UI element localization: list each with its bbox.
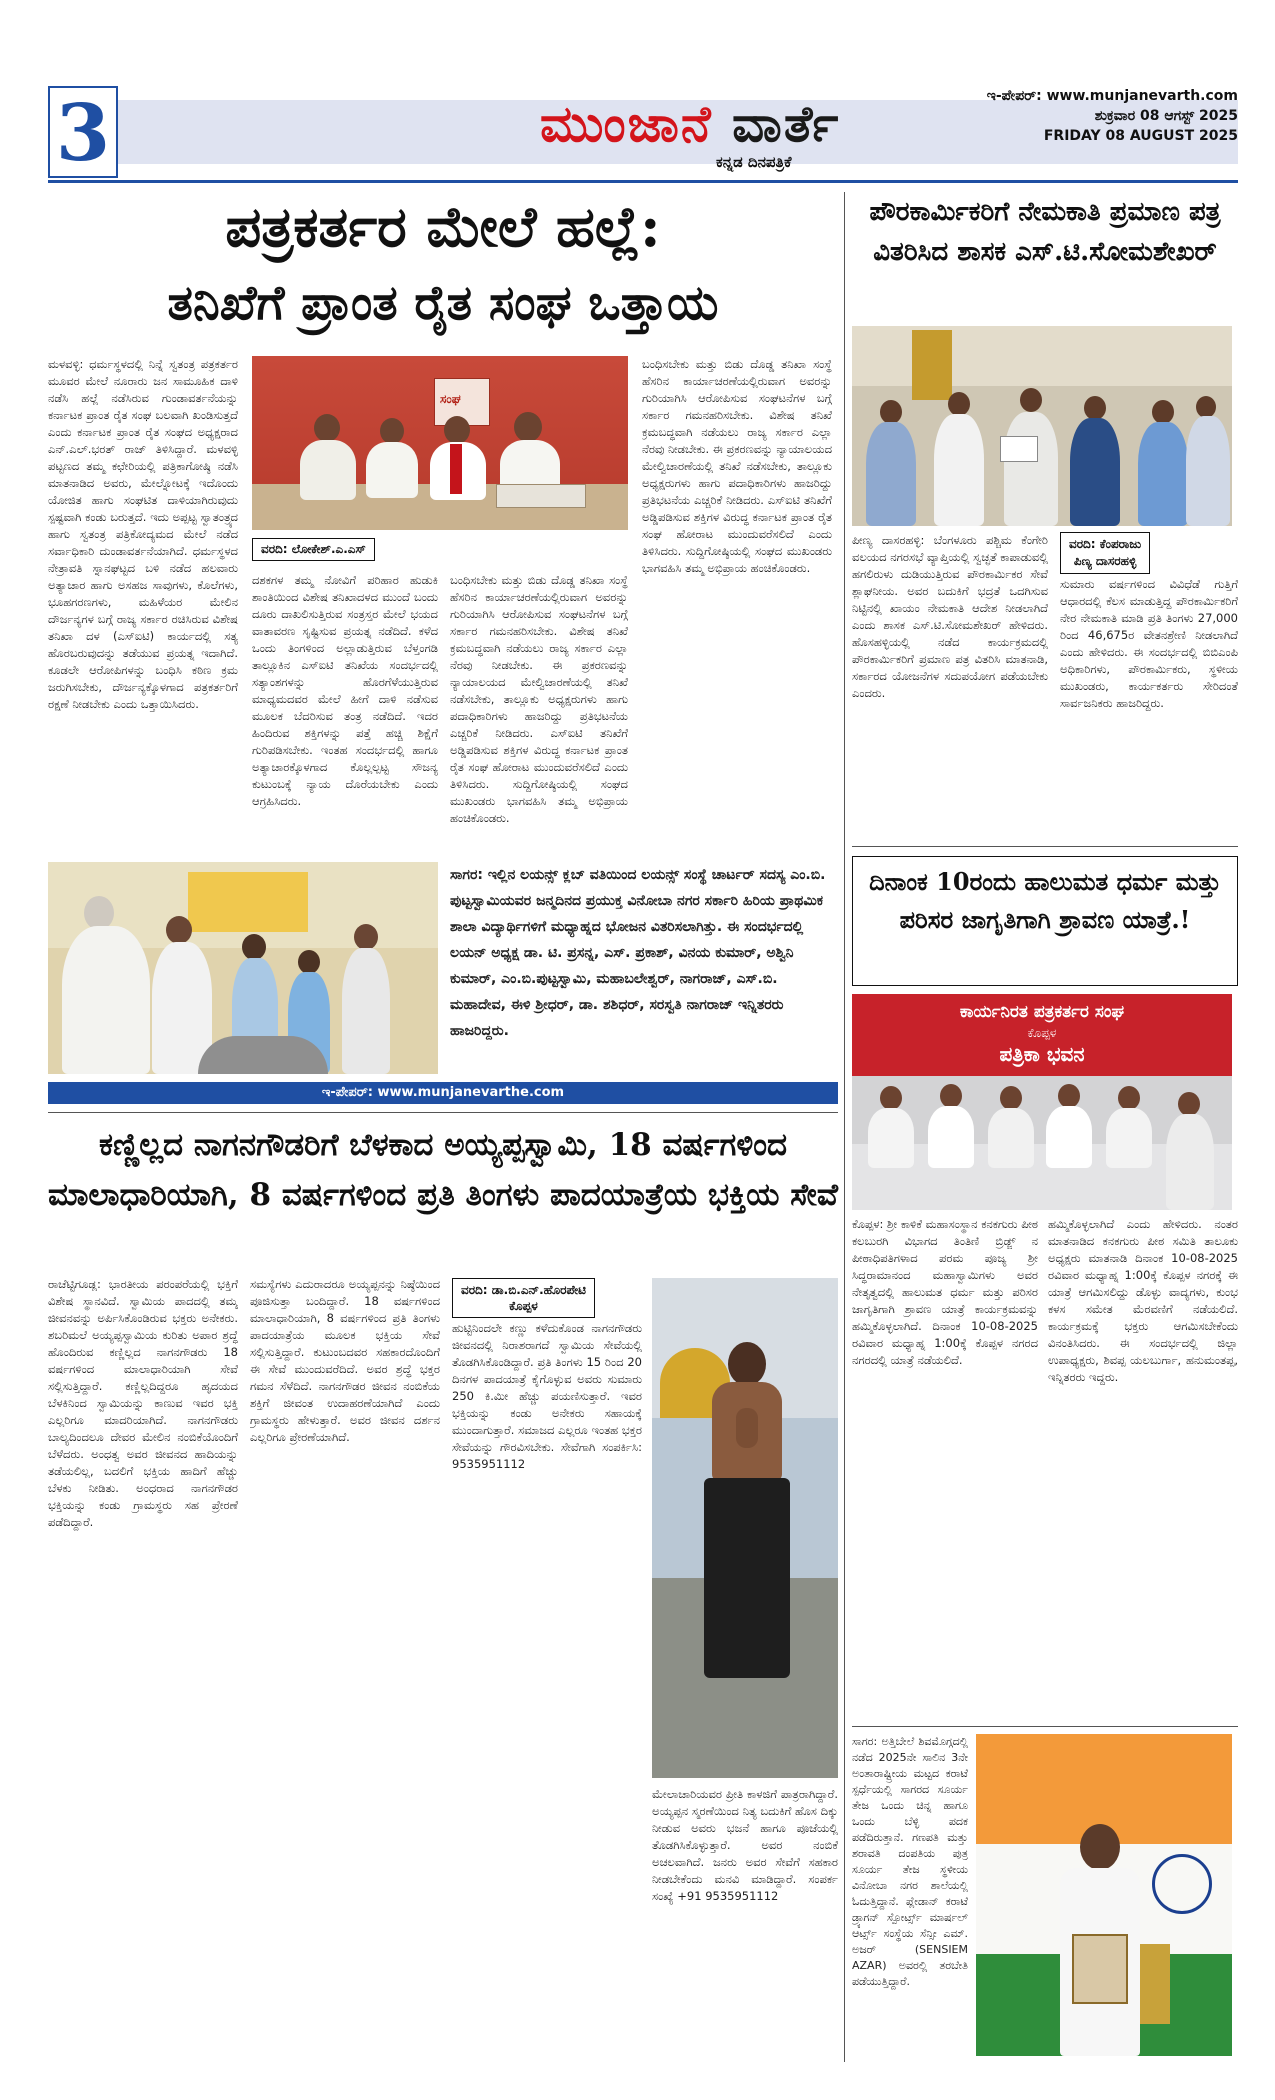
story3-headline-box xyxy=(852,856,1238,986)
tagline: ಕನ್ನಡ ದಿನಪತ್ರಿಕೆ xyxy=(716,153,792,171)
story2-byline-reporter: ವರದಿ: ಕೆಂಪರಾಜು xyxy=(1069,537,1142,551)
epaper-link[interactable]: ಇ-ಪೇಪರ್: www.munjanevarth.com xyxy=(986,88,1238,104)
masthead xyxy=(48,86,1238,178)
story1-column-4: ಬಂಧಿಸಬೇಕು ಮತ್ತು ಬಿಡು ದೊಡ್ಡ ತನಿಖಾ ಸಂಸ್ಥೆ ಹೆಸರಿನ ಕಾರ್ಯಾಚರಣೆಯಲ್ಲಿರುವಾಗ ಅವರನ್ನು ಗುರಿಯಾಗಿಸಿ ಆರೋಪಿಸುವ ಸಂಘಟನೆಗಳ ಬಗ್ಗೆ ಸರ್ಕಾರ ಗಮನಹರಿಸಬೇಕು. ವಿಶೇಷ ತನಿಖೆ ಕ್ರಮಬದ್ಧವಾಗಿ ನಡೆಯಲು ರಾಜ್ಯ ಸರ್ಕಾರ ಎಲ್ಲಾ ನೆರವು ನೀಡಬೇಕು. ಈ ಪ್ರಕರಣವನ್ನು ನ್ಯಾಯಾಲಯದ ಮೇಲ್ವಿಚಾರಣೆಯಲ್ಲಿ ತನಿಖೆ ನಡೆಸಬೇಕು, ತಾಲ್ಲೂಕು ಅಧ್ಯಕ್ಷರುಗಳು ಹಾಗು ಪದಾಧಿಕಾರಿಗಳು ಹಾಜರಿದ್ದು ಪ್ರತಿಭಟನೆಯ ಎಚ್ಚರಿಕೆ ನೀಡಿದರು. ಎಸ್ಐಟಿ ತನಿಖೆಗೆ ಅಡ್ಡಿಪಡಿಸುವ ಶಕ್ತಿಗಳ ವಿರುದ್ಧ ಕರ್ನಾಟಕ ಪ್ರಾಂತ ರೈತ ಸಂಘ ಹೋರಾಟ ಮುಂದುವರೆಸಲಿದೆ ಎಂದು ತಿಳಿಸಿದರು. ಸುದ್ದಿಗೋಷ್ಠಿಯಲ್ಲಿ ಸಂಘದ ಮುಖಂಡರು ಭಾಗವಹಿಸಿ ತಮ್ಮ ಅಭಿಪ್ರಾಯ ಹಂಚಿಕೊಂಡರು. xyxy=(642,357,832,575)
story4-headline: ಕಣ್ಣಿಲ್ಲದ ನಾಗನಗೌಡರಿಗೆ ಬೆಳಕಾದ ಅಯ್ಯಪ್ಪಸ್ವಾಮಿ, 18 ವರ್ಷಗಳಿಂದ ಮಾಲಾಧಾರಿಯಾಗಿ, 8 ವರ್ಷಗಳಿಂದ ಪ್ರತಿ ತಿಂಗಳು ಪಾದಯಾತ್ರೆಯ ಭಕ್ತಿಯ ಸೇವೆ xyxy=(48,1127,839,1213)
banner-sub: ಕೊಪ್ಪಳ xyxy=(1027,1026,1057,1040)
epaper-strip[interactable] xyxy=(48,1082,838,1104)
story3-headline: ದಿನಾಂಕ 10ರಂದು ಹಾಲುಮತ ಧರ್ಮ ಮತ್ತು ಪರಿಸರ ಜಾಗೃತಿಗಾಗಿ ಶ್ರಾವಣ ಯಾತ್ರೆ.! xyxy=(869,867,1221,934)
story1-headline-line1: ಪತ್ರಕರ್ತರ ಮೇಲೆ ಹಲ್ಲೆ: xyxy=(225,194,661,260)
story2-byline xyxy=(1060,532,1150,574)
lions-lunch-photo xyxy=(48,862,438,1074)
date-english: FRIDAY 08 AUGUST 2025 xyxy=(1043,128,1238,144)
banner-text: ಕಾರ್ಯನಿರತ ಪತ್ರಕರ್ತರ ಸಂಘ xyxy=(959,1002,1125,1022)
story1-column-2: ದಶಕಗಳ ತಮ್ಮ ನೋವಿಗೆ ಪರಿಹಾರ ಹುಡುಕಿ ಶಾಂತಿಯಿಂದ ವಿಶೇಷ ತನಿಖಾದಳದ ಮುಂದೆ ಬಂದು ದೂರು ದಾಖಲಿಸುತ್ತಿರುವ ಸಂತ್ರಸ್ತರ ಮೇಲೆ ಭಯದ ವಾತಾವರಣ ಸೃಷ್ಟಿಸುವ ಪ್ರಯತ್ನ ನಡೆದಿದೆ. ಕಳೆದ ಒಂದು ತಿಂಗಳಿಂದ ಅಲ್ಲಾಡುತ್ತಿರುವ ಬೆಳ್ತಂಗಡಿ ತಾಲ್ಲೂಕಿನ ಎಸ್ಐಟಿ ತನಿಖೆಯ ಸಂದರ್ಭದಲ್ಲಿ ಸತ್ಯಾಂಶಗಳನ್ನು ಹೊರಗೆಳೆಯುತ್ತಿರುವ ಮಾಧ್ಯಮದವರ ಮೇಲೆ ಹೀಗೆ ದಾಳಿ ನಡೆಸುವ ಮೂಲಕ ಬೆದರಿಸುವ ತಂತ್ರ ನಡೆದಿದೆ. ಇದರ ಹಿಂದಿರುವ ಶಕ್ತಿಗಳನ್ನು ಪತ್ತೆ ಹಚ್ಚಿ ಶಿಕ್ಷೆಗೆ ಗುರಿಪಡಿಸಬೇಕು. ಇಂತಹ ಸಂದರ್ಭದಲ್ಲಿ ಹಾಗೂ ಅತ್ಯಾಚಾರಕ್ಕೊಳಗಾದ ಕೊಲ್ಲಲ್ಪಟ್ಟ ಸೌಜನ್ಯ ಕುಟುಂಬಕ್ಕೆ ನ್ಯಾಯ ದೊರೆಯಬೇಕು ಎಂದು ಆಗ್ರಹಿಸಿದರು. xyxy=(252,573,438,808)
newspaper-title xyxy=(540,94,840,154)
photo-sign-text: ಸಂಘ xyxy=(440,392,461,406)
masthead-rule xyxy=(48,180,1238,183)
story1-byline: ವರದಿ: ಲೋಕೇಶ್.ಎ.ಎಸ್ xyxy=(252,538,375,561)
story4-column-2: ಸಮಸ್ಯೆಗಳು ಎದುರಾದರೂ ಅಯ್ಯಪ್ಪನನ್ನು ನಿಷ್ಠೆಯಿಂದ ಪೂಜಿಸುತ್ತಾ ಬಂದಿದ್ದಾರೆ. 18 ವರ್ಷಗಳಿಂದ ಮಾಲಾಧಾರಿಯಾಗಿ, 8 ವರ್ಷಗಳಿಂದ ಪ್ರತಿ ತಿಂಗಳು ಪಾದಯಾತ್ರೆಯ ಮೂಲಕ ಭಕ್ತಿಯ ಸೇವೆ ಸಲ್ಲಿಸುತ್ತಿದ್ದಾರೆ. ಕುಟುಂಬದವರ ಸಹಕಾರದೊಂದಿಗೆ ಈ ಸೇವೆ ಮುಂದುವರೆದಿದೆ. ಅವರ ಶ್ರದ್ಧೆ ಭಕ್ತರ ಗಮನ ಸೆಳೆದಿದೆ. ನಾಗನಗೌಡರ ಜೀವನ ನಂಬಿಕೆಯ ಶಕ್ತಿಗೆ ಜೀವಂತ ಉದಾಹರಣೆಯಾಗಿದೆ ಎಂದು ಗ್ರಾಮಸ್ಥರು ಹೇಳುತ್ತಾರೆ. ಅವರ ಜೀವನ ದರ್ಶನ ಎಲ್ಲರಿಗೂ ಪ್ರೇರಣೆಯಾಗಿದೆ. xyxy=(250,1277,440,1444)
story3-column-2: ಹಮ್ಮಿಕೊಳ್ಳಲಾಗಿದೆ ಎಂದು ಹೇಳಿದರು. ನಂತರ ಮಾತನಾಡಿದ ಕನಕಗುರು ಪೀಠ ಸಮಿತಿ ತಾಲೂಕು ಅಧ್ಯಕ್ಷರು ಮಾತನಾಡಿ ದಿನಾಂಕ 10-08-2025 ರವಿವಾರ ಮಧ್ಯಾಹ್ನ 1:00ಕ್ಕೆ ಕೊಪ್ಪಳ ನಗರಕ್ಕೆ ಈ ಯಾತ್ರೆ ಆಗಮಿಸಲಿದ್ದು ಡೊಳ್ಳು ವಾದ್ಯಗಳು, ಕುಂಭ ಕಳಸ ಸಮೇತ ಮೆರವಣಿಗೆ ನಡೆಯಲಿದೆ. ಕಾರ್ಯಕ್ರಮಕ್ಕೆ ಭಕ್ತರು ಆಗಮಿಸಬೇಕೆಂದು ವಿನಂತಿಸಿದರು. ಈ ಸಂದರ್ಭದಲ್ಲಿ ಜಿಲ್ಲಾ ಉಪಾಧ್ಯಕ್ಷರು, ಶಿವಪ್ಪ ಯಲಬುರ್ಗಾ, ಹನುಮಂತಪ್ಪ, ಇನ್ನಿತರರು ಇದ್ದರು. xyxy=(1048,1217,1238,1384)
story2-byline-place: ಪಿಣ್ಯ ದಾಸರಹಳ್ಳಿ xyxy=(1073,554,1137,568)
story3-column-1: ಕೊಪ್ಪಳ: ಶ್ರೀ ಕಾಳಿಕೆ ಮಹಾಸಂಸ್ಥಾನ ಕನಕಗುರು ಪೀಠ ಕಲಬುರಗಿ ವಿಭಾಗದ ತಿಂತಿಣಿ ಬ್ರಿಡ್ಜ್ ನ ಪೀಠಾಧಿಪತಿಗಳಾದ ಪರಮ ಪೂಜ್ಯ ಶ್ರೀ ಸಿದ್ಧರಾಮಾನಂದ ಮಹಾಸ್ವಾಮಿಗಳು ಅವರ ನೇತೃತ್ವದಲ್ಲಿ ಹಾಲುಮತ ಧರ್ಮ ಮತ್ತು ಪರಿಸರ ಜಾಗೃತಿಗಾಗಿ ಶ್ರಾವಣ ಯಾತ್ರೆ ಕಾರ್ಯಕ್ರಮವನ್ನು ಹಮ್ಮಿಕೊಳ್ಳಲಾಗಿದೆ. ದಿನಾಂಕ 10-08-2025 ರವಿವಾರ ಮಧ್ಯಾಹ್ನ 1:00ಕ್ಕೆ ಕೊಪ್ಪಳ ನಗರದ ನಗರದಲ್ಲಿ ಯಾತ್ರೆ ನಡೆಯಲಿದೆ. xyxy=(852,1217,1038,1367)
lions-text: ಸಾಗರ: ಇಲ್ಲಿನ ಲಯನ್ಸ್ ಕ್ಲಬ್ ವತಿಯಿಂದ ಲಯನ್ಸ್ ಸಂಸ್ಥೆ ಚಾರ್ಟರ್ ಸದಸ್ಯ ಎಂ.ಬಿ. ಪುಟ್ಟಸ್ವಾಮಿಯವರ ಜನ್ಮದಿನದ ಪ್ರಯುಕ್ತ ವಿನೋಬಾ ನಗರ ಸರ್ಕಾರಿ ಹಿರಿಯ ಪ್ರಾಥಮಿಕ ಶಾಲಾ ವಿದ್ಯಾರ್ಥಿಗಳಿಗೆ ಮಧ್ಯಾಹ್ನದ ಭೋಜನ ವಿತರಿಸಲಾಗಿತ್ತು. ಈ ಸಂದರ್ಭದಲ್ಲಿ ಲಯನ್ ಅಧ್ಯಕ್ಷ ಡಾ. ಟಿ. ಪ್ರಸನ್ನ, ಎಸ್. ಪ್ರಕಾಶ್, ವಿನಯ ಕುಮಾರ್, ಅಶ್ವಿನಿ ಕುಮಾರ್, ಎಂ.ಬಿ.ಪುಟ್ಟಸ್ವಾಮಿ, ಮಹಾಬಲೇಶ್ವರ್, ನಾಗರಾಜ್, ಎಸ್.ಬಿ. ಮಹಾದೇವ, ಈಳಿ ಶ್ರೀಧರ್, ಡಾ. ಶಶಿಧರ್, ಸರಸ್ವತಿ ನಾಗರಾಜ್ ಇನ್ನಿತರರು ಹಾಜರಿದ್ದರು. xyxy=(450,867,826,1039)
story4-column-4: ಮೇಲಾಚಾರಿಯವರ ಪ್ರೀತಿ ಕಾಳಜಿಗೆ ಪಾತ್ರರಾಗಿದ್ದಾರೆ. ಅಯ್ಯಪ್ಪನ ಸ್ಮರಣೆಯಿಂದ ನಿತ್ಯ ಬದುಕಿಗೆ ಹೊಸ ದಿಕ್ಕು ನೀಡುವ ಅವರು ಭಜನೆ ಹಾಗೂ ಪೂಜೆಯಲ್ಲಿ ತೊಡಗಿಸಿಕೊಳ್ಳುತ್ತಾರೆ. ಅವರ ನಂಬಿಕೆ ಅಚಲವಾಗಿದೆ. ಜನರು ಅವರ ಸೇವೆಗೆ ಸಹಕಾರ ನೀಡಬೇಕೆಂದು ಮನವಿ ಮಾಡಿದ್ದಾರೆ. ಸಂಪರ್ಕ ಸಂಖ್ಯೆ +91 9535951112 xyxy=(652,1787,838,1903)
story1-column-3: ಬಂಧಿಸಬೇಕು ಮತ್ತು ಬಿಡು ದೊಡ್ಡ ತನಿಖಾ ಸಂಸ್ಥೆ ಹೆಸರಿನ ಕಾರ್ಯಾಚರಣೆಯಲ್ಲಿರುವಾಗ ಅವರನ್ನು ಗುರಿಯಾಗಿಸಿ ಆರೋಪಿಸುವ ಸಂಘಟನೆಗಳ ಬಗ್ಗೆ ಸರ್ಕಾರ ಗಮನಹರಿಸಬೇಕು. ವಿಶೇಷ ತನಿಖೆ ಕ್ರಮಬದ್ಧವಾಗಿ ನಡೆಯಲು ರಾಜ್ಯ ಸರ್ಕಾರ ಎಲ್ಲಾ ನೆರವು ನೀಡಬೇಕು. ಈ ಪ್ರಕರಣವನ್ನು ನ್ಯಾಯಾಲಯದ ಮೇಲ್ವಿಚಾರಣೆಯಲ್ಲಿ ತನಿಖೆ ನಡೆಸಬೇಕು, ತಾಲ್ಲೂಕು ಅಧ್ಯಕ್ಷರುಗಳು ಹಾಗು ಪದಾಧಿಕಾರಿಗಳು ಹಾಜರಿದ್ದು ಪ್ರತಿಭಟನೆಯ ಎಚ್ಚರಿಕೆ ನೀಡಿದರು. ಎಸ್ಐಟಿ ತನಿಖೆಗೆ ಅಡ್ಡಿಪಡಿಸುವ ಶಕ್ತಿಗಳ ವಿರುದ್ಧ ಕರ್ನಾಟಕ ಪ್ರಾಂತ ರೈತ ಸಂಘ ಹೋರಾಟ ಮುಂದುವರೆಸಲಿದೆ ಎಂದು ತಿಳಿಸಿದರು. ಸುದ್ದಿಗೋಷ್ಠಿಯಲ್ಲಿ ಸಂಘದ ಮುಖಂಡರು ಭಾಗವಹಿಸಿ ತಮ್ಮ ಅಭಿಪ್ರಾಯ ಹಂಚಿಕೊಂಡರು. xyxy=(450,573,628,825)
column-divider xyxy=(844,192,845,2062)
story1-headline-line2: ತನಿಖೆಗೆ ಪ್ರಾಂತ ರೈತ ಸಂಘ ಒತ್ತಾಯ xyxy=(167,275,719,331)
epaper-strip-text[interactable]: ಇ-ಪೇಪರ್: www.munjanevarthe.com xyxy=(321,1085,565,1100)
story1-press-meet-photo xyxy=(252,356,628,530)
divider-story2 xyxy=(852,846,1238,847)
story2-headline: ಪೌರಕಾರ್ಮಿಕರಿಗೆ ನೇಮಕಾತಿ ಪ್ರಮಾಣ ಪತ್ರ ವಿತರಿಸಿದ ಶಾಸಕ ಎಸ್.ಟಿ.ಸೋಮಶೇಖರ್ xyxy=(869,197,1221,267)
story4-devotee-photo xyxy=(652,1278,838,1778)
story1-column-1: ಮಳವಳ್ಳಿ: ಧರ್ಮಸ್ಥಳದಲ್ಲಿ ನಿನ್ನೆ ಸ್ವತಂತ್ರ ಪತ್ರಕರ್ತರ ಮೂವರ ಮೇಲೆ ನೂರಾರು ಜನ ಸಾಮೂಹಿಕ ದಾಳಿ ನಡೆಸಿ ಹಲ್ಲೆ ನಡೆಸಿರುವ ಗುಂಡಾವರ್ತನೆಯನ್ನು ಕರ್ನಾಟಕ ಪ್ರಾಂತ ರೈತ ಸಂಘ ಬಲವಾಗಿ ಖಂಡಿಸುತ್ತದೆ ಎಂದು ಕರ್ನಾಟಕ ಪ್ರಾಂತ ರೈತ ಸಂಘದ ಅಧ್ಯಕ್ಷರಾದ ಎನ್.ಎಲ್.ಭರತ್ ರಾಜ್ ತಿಳಿಸಿದ್ದಾರೆ. ಮಳವಳ್ಳಿ ಪಟ್ಟಣದ ತಮ್ಮ ಕಛೇರಿಯಲ್ಲಿ ಪತ್ರಿಕಾಗೋಷ್ಠಿ ನಡೆಸಿ ಮಾತನಾಡಿದ ಅವರು, ಮೇಲ್ನೋಟಕ್ಕೆ ಇದೊಂದು ಯೋಜಿತ ಹಾಗು ಸಂಘಟಿತ ದಾಳಿಯಾಗಿರುವುದು ಸ್ಪಷ್ಟವಾಗಿ ಕಂಡು ಬರುತ್ತದೆ. ಇದು ಅಪ್ಪಟ್ಟ ಸ್ವಾತಂತ್ರ್ಯದ ಹಾಗು ಸ್ವತಂತ್ರ ಪತ್ರಿಕೋದ್ಯಮದ ಮೇಲೆ ನಡೆದ ಸರ್ವಾಧಿಕಾರಿ ದುಂಡಾವರ್ತನೆಯಾಗಿದೆ. ಧರ್ಮಸ್ಥಳದ ನೇತ್ರಾವತಿ ಸ್ನಾನಘಟ್ಟದ ಬಳಿ ನಡೆದ ಹಲವಾರು ಅತ್ಯಾಚಾರ ಹಾಗು ಅಸಹಜ ಸಾವುಗಳು, ಕೊಲೆಗಳು, ಭೂಹಗರಣಗಳು, ಮಹಿಳೆಯರ ಮೇಲಿನ ದೌರ್ಜನ್ಯಗಳ ಬಗ್ಗೆ ರಾಜ್ಯ ಸರ್ಕಾರ ರಚಿಸಿರುವ ವಿಶೇಷ ತನಿಖಾ ದಳ (ಎಸ್ಐಟಿ) ಕಾರ್ಯದಲ್ಲಿ ಸತ್ಯ ಹೊರಬರುವುದನ್ನು ತಡೆಯುವ ಪ್ರಯತ್ನ ಇದಾಗಿದೆ. ಕೂಡಲೇ ಆರೋಪಿಗಳನ್ನು ಬಂಧಿಸಿ ಕಠಿಣ ಕ್ರಮ ಜರುಗಿಸಬೇಕು, ದೌರ್ಜನ್ಯಕ್ಕೊಳಗಾದ ಪತ್ರಕರ್ತರಿಗೆ ರಕ್ಷಣೆ ನೀಡಬೇಕು ಎಂದು ಒತ್ತಾಯಿಸಿದರು. xyxy=(48,357,238,711)
banner-main: ಪತ್ರಿಕಾ ಭವನ xyxy=(999,1042,1085,1066)
story4-byline-reporter: ವರದಿ: ಡಾ.ಬಿ.ಎನ್.ಹೊರಪೇಟಿ xyxy=(461,1283,586,1297)
title-black-word: ವಾರ್ತೆ xyxy=(732,94,841,153)
story2-certificate-photo xyxy=(852,326,1232,526)
divider-story4 xyxy=(48,1112,838,1113)
masthead-meta xyxy=(987,86,1238,146)
story5-karate-photo xyxy=(976,1734,1232,2056)
page-number: 3 xyxy=(48,86,118,178)
story4-byline-place: ಕೊಪ್ಪಳ xyxy=(509,1299,538,1313)
story2-column-2: ಸುಮಾರು ವರ್ಷಗಳಿಂದ ವಿವಿಧೆಡೆ ಗುತ್ತಿಗೆ ಆಧಾರದಲ್ಲಿ ಕೆಲಸ ಮಾಡುತ್ತಿದ್ದ ಪೌರಕಾರ್ಮಿಕರಿಗೆ ನೇರ ನೇಮಕಾತಿ ಮಾಡಿ ಪ್ರತಿ ತಿಂಗಳು 27,000 ರಿಂದ 46,675ರ ವೇತನಶ್ರೇಣಿ ನೀಡಲಾಗಿದೆ ಎಂದು ಹೇಳಿದರು. ಈ ಸಂದರ್ಭದಲ್ಲಿ ಬಿಬಿಎಂಪಿ ಅಧಿಕಾರಿಗಳು, ಪೌರಕಾರ್ಮಿಕರು, ಸ್ಥಳೀಯ ಮುಖಂಡರು, ಕಾರ್ಯಕರ್ತರು ಸೇರಿದಂತೆ ಸಾರ್ವಜನಿಕರು ಹಾಜರಿದ್ದರು. xyxy=(1060,577,1238,710)
divider-story3 xyxy=(852,1726,1238,1727)
story4-column-3: ಹುಟ್ಟಿನಿಂದಲೇ ಕಣ್ಣು ಕಳೆದುಕೊಂಡ ನಾಗನಗೌಡರು ಜೀವನದಲ್ಲಿ ನಿರಾಶರಾಗದೆ ಸ್ವಾಮಿಯ ಸೇವೆಯಲ್ಲಿ ತೊಡಗಿಸಿಕೊಂಡಿದ್ದಾರೆ. ಪ್ರತಿ ತಿಂಗಳು 15 ರಿಂದ 20 ದಿನಗಳ ಪಾದಯಾತ್ರೆ ಕೈಗೊಳ್ಳುವ ಅವರು ಸುಮಾರು 250 ಕಿ.ಮೀ ಹೆಚ್ಚು ಪಯಣಿಸುತ್ತಾರೆ. ಇವರ ಭಕ್ತಿಯನ್ನು ಕಂಡು ಅನೇಕರು ಸಹಾಯಕ್ಕೆ ಮುಂದಾಗುತ್ತಾರೆ. ಸಮಾಜದ ಎಲ್ಲರೂ ಇಂತಹ ಭಕ್ತರ ಸೇವೆಯನ್ನು ಗೌರವಿಸಬೇಕು. ಸೇವೆಗಾಗಿ ಸಂಪರ್ಕಿಸಿ: 9535951112 xyxy=(452,1321,642,1471)
date-kannada: ಶುಕ್ರವಾರ 08 ಆಗಸ್ಟ್ 2025 xyxy=(1094,108,1238,124)
story4-column-1: ರಾಚೆಟ್ಟಿಗೂಡ್ಲ: ಭಾರತೀಯ ಪರಂಪರೆಯಲ್ಲಿ ಭಕ್ತಿಗೆ ವಿಶೇಷ ಸ್ಥಾನವಿದೆ. ಸ್ವಾಮಿಯ ಪಾದದಲ್ಲಿ ತಮ್ಮ ಜೀವನವನ್ನು ಅರ್ಪಿಸಿಕೊಂಡಿರುವ ಭಕ್ತರು ಅನೇಕರು. ಶಬರಿಮಲೆ ಅಯ್ಯಪ್ಪಸ್ವಾಮಿಯ ಕುರಿತು ಅಪಾರ ಶ್ರದ್ಧೆ ಹೊಂದಿರುವ ಕಣ್ಣಿಲ್ಲದ ನಾಗನಗೌಡರು 18 ವರ್ಷಗಳಿಂದ ಮಾಲಾಧಾರಿಯಾಗಿ ಸೇವೆ ಸಲ್ಲಿಸುತ್ತಿದ್ದಾರೆ. ಕಣ್ಣಿಲ್ಲದಿದ್ದರೂ ಹೃದಯದ ಬೆಳಕಿನಿಂದ ಸ್ವಾಮಿಯನ್ನು ಕಾಣುವ ಇವರ ಭಕ್ತಿ ಎಲ್ಲರಿಗೂ ಮಾದರಿಯಾಗಿದೆ. ನಾಗನಗೌಡರು ಬಾಲ್ಯದಿಂದಲೂ ದೇವರ ಮೇಲಿನ ನಂಬಿಕೆಯೊಂದಿಗೆ ಬೆಳೆದರು. ಅಂಧತ್ವ ಅವರ ಜೀವನದ ಹಾದಿಯನ್ನು ತಡೆಯಲಿಲ್ಲ, ಬದಲಿಗೆ ಭಕ್ತಿಯ ಹಾದಿಗೆ ಹೆಚ್ಚು ಬೆಳಕು ನೀಡಿತು. ಅಂಧರಾದ ನಾಗನಗೌಡರ ಭಕ್ತಿಯನ್ನು ಕಂಡು ಗ್ರಾಮಸ್ಥರು ಸಹ ಪ್ರೇರಣೆ ಪಡೆದಿದ್ದಾರೆ. xyxy=(48,1277,238,1529)
story2-column-1: ಪೀಣ್ಯ ದಾಸರಹಳ್ಳಿ: ಬೆಂಗಳೂರು ಪಶ್ಚಿಮ ಕೆಂಗೇರಿ ವಲಯದ ನಗರಸಭೆ ವ್ಯಾಪ್ತಿಯಲ್ಲಿ ಸ್ವಚ್ಛತೆ ಕಾಪಾಡುವಲ್ಲಿ ಹಗಲಿರುಳು ದುಡಿಯುತ್ತಿರುವ ಪೌರಕಾರ್ಮಿಕರ ಸೇವೆ ಶ್ಲಾಘನೀಯ. ಅವರ ಬದುಕಿಗೆ ಭದ್ರತೆ ಒದಗಿಸುವ ನಿಟ್ಟಿನಲ್ಲಿ ಖಾಯಂ ನೇಮಕಾತಿ ಆದೇಶ ನೀಡಲಾಗಿದೆ ಎಂದು ಶಾಸಕ ಎಸ್.ಟಿ.ಸೋಮಶೇಖರ್ ಹೇಳಿದರು. ಹೊಸಹಳ್ಳಿಯಲ್ಲಿ ನಡೆದ ಕಾರ್ಯಕ್ರಮದಲ್ಲಿ ಪೌರಕಾರ್ಮಿಕರಿಗೆ ಪ್ರಮಾಣ ಪತ್ರ ವಿತರಿಸಿ ಮಾತನಾಡಿ, ಸರ್ಕಾರದ ಯೋಜನೆಗಳ ಸದುಪಯೋಗ ಪಡೆಯಬೇಕು ಎಂದರು. xyxy=(852,533,1048,700)
story5-text: ಸಾಗರ: ಅತ್ತಿಬೇಲೆ ಶಿವಮೊಗ್ಗದಲ್ಲಿ ನಡೆದ 2025ನೇ ಸಾಲಿನ 3ನೇ ಅಂತಾರಾಷ್ಟ್ರೀಯ ಮಟ್ಟದ ಕರಾಟೆ ಸ್ಪರ್ಧೆಯಲ್ಲಿ ಸಾಗರದ ಸೂರ್ಯ ತೇಜ ಒಂದು ಚಿನ್ನ ಹಾಗೂ ಒಂದು ಬೆಳ್ಳಿ ಪದಕ ಪಡೆದಿರುತ್ತಾನೆ. ಗಣಪತಿ ಮತ್ತು ಶರಾವತಿ ದಂಪತಿಯ ಪುತ್ರ ಸೂರ್ಯ ತೇಜ ಸ್ಥಳೀಯ ವಿನೋಬಾ ನಗರ ಶಾಲೆಯಲ್ಲಿ ಓದುತ್ತಿದ್ದಾನೆ. ಪ್ಲೇಡಾನ್ ಕರಾಟೆ ಡ್ರ್ಯಾಗನ್ ಸ್ಪೋರ್ಟ್ಸ್ ಮಾರ್ಷಲ್ ಆರ್ಟ್ಸ್ ಸಂಸ್ಥೆಯ ಸೆನ್ಸೀ ಎಮ್. ಅಜರ್ (SENSIEM AZAR) ಅವರಲ್ಲಿ ತರಬೇತಿ ಪಡೆಯುತ್ತಿದ್ದಾರೆ. xyxy=(852,1735,968,1988)
story4-byline xyxy=(452,1278,595,1318)
title-red-word: ಮುಂಜಾನೆ xyxy=(540,94,713,153)
story3-press-photo xyxy=(852,994,1232,1210)
